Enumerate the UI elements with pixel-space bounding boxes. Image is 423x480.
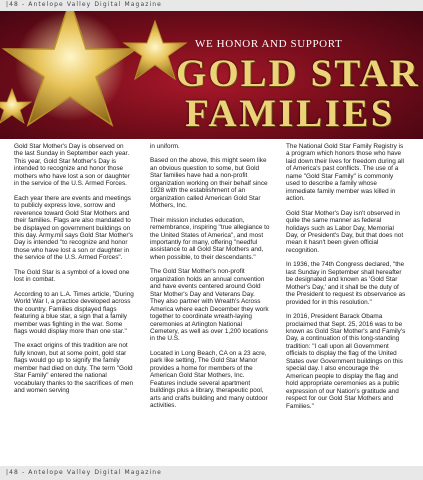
paragraph: The Gold Star Mother's non-profit organization holds an annual convention and have events centered around Gold Star Mother's Day and Veterans Day. They also partner with Wreath's Across America where each December they work together to coordinate wreath-laying ceremonies at Arlington National Cemetery, as well as over 1,200 locations in the U.S. bbox=[150, 268, 269, 343]
paragraph: In 2016, President Barack Obama proclaimed that Sept. 25, 2016 was to be known as Gold Star Mother's and Family's Day, a continuation of this long-standing tradition: "I call upon all Government officials to display the flag of the United States over Government buildings on this special day. I also encourage the American people to display the flag and hold appropriate ceremonies as a public expression of our Nation's gratitude and respect for our Gold Star Mothers and Families." bbox=[286, 313, 406, 410]
paragraph: Their mission includes education, remembrance, inspiring "true allegiance to the United States of America", and most importantly for many, offering "needful assistance to all Gold Star Mothers and, when possible, to their descendants." bbox=[150, 216, 270, 261]
article-column-3 bbox=[286, 143, 406, 465]
paragraph: Gold Star Mother's Day is observed on the last Sunday in September each year. This year, Gold Star Mother's Day is intended to recognize and honor those mothers who have lost a son or daughter in the service of the U.S. Armed Forces. bbox=[14, 143, 130, 188]
article-column-1 bbox=[14, 143, 134, 465]
paragraph: in uniform. bbox=[150, 143, 180, 150]
running-footer-text: |48 - Antelope Valley Digital Magazine bbox=[6, 469, 162, 476]
paragraph: According to an L.A. Times article, "During World War I, a practice developed across the country. Families displayed flags featuring a blue star, a sign that a family member was fighting in the war. Some flags would display more than one star." bbox=[14, 290, 134, 335]
banner-title-line1: GOLD STAR bbox=[176, 52, 420, 95]
paragraph: In 1936, the 74th Congress declared, "the last Sunday in September shall hereafter be designated and known as 'Gold Star Mother's Day,' and it shall be the duty of the President to request its observance as provided for in this resolution." bbox=[286, 261, 406, 306]
running-header bbox=[0, 0, 423, 11]
article-column-2 bbox=[150, 143, 270, 465]
paragraph: The National Gold Star Family Registry is a program which honors those who have laid down their lives for freedom during all of America's past conflicts. The use of a name "Gold Star Family" is commonly used to describe a family whose immediate family member was killed in action. bbox=[286, 143, 404, 203]
banner-kicker: WE HONOR AND SUPPORT bbox=[195, 38, 343, 50]
paragraph: Based on the above, this might seem like an obvious question to some, but Gold Star families have had a non-profit organization working on their behalf since 1928 with the establishment of an organization called American Gold Star Mothers, Inc. bbox=[150, 157, 268, 210]
paragraph: Gold Star Mother's Day isn't observed in quite the same manner as federal holidays such as Labor Day, Memorial Day, or President's Day, but that does not mean it hasn't been given official recognition. bbox=[286, 209, 404, 254]
paragraph: Located in Long Beach, CA on a 23 acre, park like setting, The Gold Star Manor provides a home for members of the American Gold Star Mothers, Inc. Features include several apartment buildings plus a library, therapeutic pool, arts and crafts building and many outdoor activities. bbox=[150, 349, 268, 410]
article-body bbox=[14, 143, 418, 465]
banner-title-line2: FAMILIES bbox=[185, 92, 395, 135]
running-header-text: |48 - Antelope Valley Digital Magazine bbox=[6, 1, 162, 8]
paragraph: Each year there are events and meetings to publicly express love, sorrow and reverence toward Gold Star Mothers and their families. Flags are also mandated to be displayed on government buildings on this day. Army.mil says Gold Star Mother's Day is intended "to recognize and honor those who have lost a son or daughter in the service of the U.S. Armed Forces". bbox=[14, 194, 133, 262]
paragraph: The Gold Star is a symbol of a loved one lost in combat. bbox=[14, 268, 130, 284]
paragraph: The exact origins of this tradition are not fully known, but at some point, gold star flags would go up to signify the family member had died on duty. The term "Gold Star Family" entered the national vocabulary thanks to the sacrifices of men and women serving bbox=[14, 342, 133, 395]
running-footer bbox=[0, 466, 423, 480]
hero-banner bbox=[0, 11, 423, 139]
